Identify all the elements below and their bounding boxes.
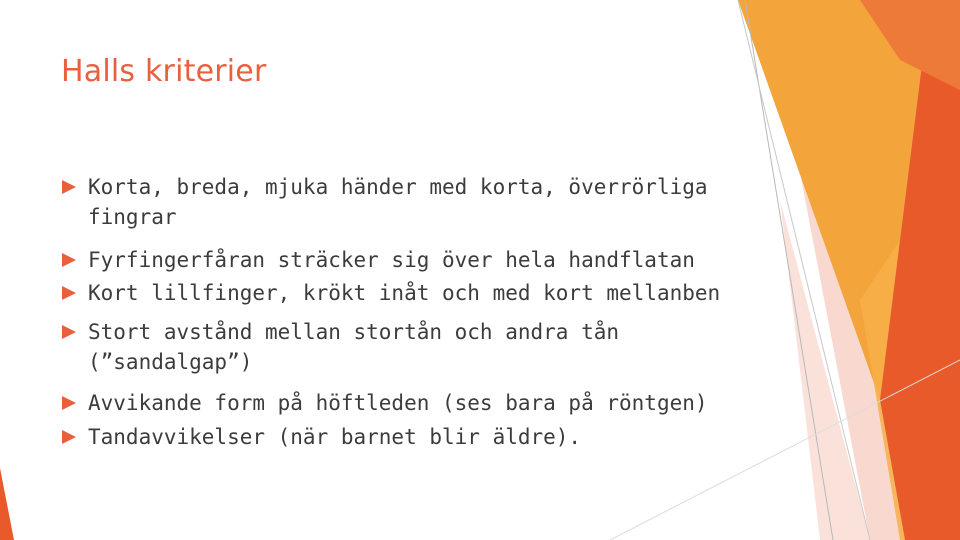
triangle-right-icon bbox=[62, 180, 76, 194]
triangle-right-icon bbox=[62, 286, 76, 300]
triangle-right-icon bbox=[62, 396, 76, 410]
bullet-item bbox=[62, 245, 742, 275]
bullet-text: Stort avstånd mellan stortån och andra tån (”sandalgap”) bbox=[88, 320, 620, 374]
bullet-list bbox=[62, 172, 742, 462]
bullet-item bbox=[62, 172, 742, 232]
triangle-right-icon bbox=[62, 430, 76, 444]
bullet-item bbox=[62, 317, 742, 377]
bullet-text: Avvikande form på höftleden (ses bara på röntgen) bbox=[88, 391, 708, 415]
triangle-right-icon bbox=[62, 253, 76, 267]
bullet-item bbox=[62, 388, 742, 418]
triangle-right-icon bbox=[62, 325, 76, 339]
bullet-text: Tandavvikelser (när barnet blir äldre). bbox=[88, 425, 582, 449]
bullet-item bbox=[62, 422, 742, 452]
bullet-text: Kort lillfinger, krökt inåt och med kort mellanben bbox=[88, 281, 721, 305]
slide-title: Halls kriterier bbox=[61, 54, 267, 89]
bullet-text: Fyrfingerfåran sträcker sig över hela handflatan bbox=[88, 248, 695, 272]
bullet-item bbox=[62, 278, 742, 308]
bullet-text: Korta, breda, mjuka händer med korta, överrörliga fingrar bbox=[88, 175, 708, 229]
left-accent-shape bbox=[0, 468, 14, 540]
